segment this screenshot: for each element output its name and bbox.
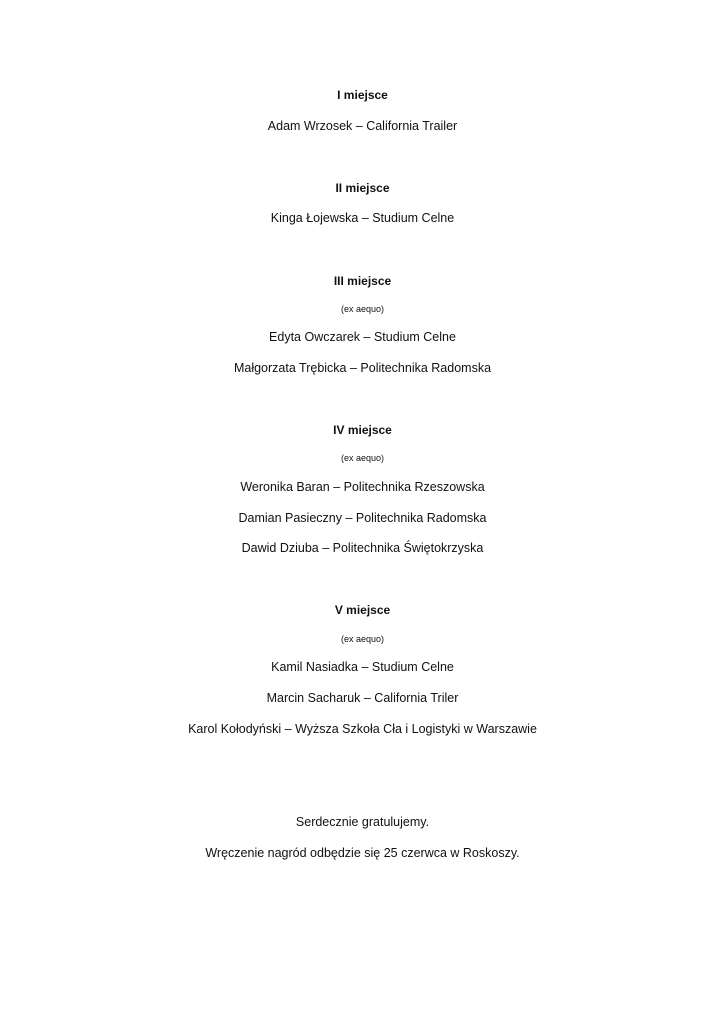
place-3-ex-aequo-note: (ex aequo): [340, 304, 385, 314]
place-4-ex-aequo-note: (ex aequo): [340, 453, 385, 463]
place-2-heading: II miejsce: [335, 181, 390, 195]
place-3-heading: III miejsce: [333, 274, 392, 288]
place-1-entry-1: Adam Wrzosek – California Trailer: [267, 119, 458, 133]
place-4-entry-3: Dawid Dziuba – Politechnika Świętokrzyska: [241, 541, 484, 555]
congratulations-text: Serdecznie gratulujemy.: [295, 815, 430, 829]
place-3-entry-2: Małgorzata Trębicka – Politechnika Radomska: [233, 361, 492, 375]
place-4-entry-2: Damian Pasieczny – Politechnika Radomska: [238, 511, 487, 525]
place-3-entry-1: Edyta Owczarek – Studium Celne: [269, 330, 456, 344]
place-1-heading: I miejsce: [337, 88, 388, 102]
place-5-entry-3: Karol Kołodyński – Wyższa Szkoła Cła i Logistyki w Warszawie: [188, 722, 537, 736]
place-5-entry-2: Marcin Sacharuk – California Triler: [266, 691, 459, 705]
place-4-entry-1: Weronika Baran – Politechnika Rzeszowska: [240, 480, 485, 494]
place-5-entry-1: Kamil Nasiadka – Studium Celne: [271, 660, 454, 674]
place-4-heading: IV miejsce: [333, 423, 392, 437]
ceremony-text: Wręczenie nagród odbędzie się 25 czerwca w Roskoszy.: [205, 846, 520, 860]
place-2-entry-1: Kinga Łojewska – Studium Celne: [270, 211, 455, 225]
place-5-heading: V miejsce: [334, 603, 391, 617]
place-5-ex-aequo-note: (ex aequo): [340, 634, 385, 644]
